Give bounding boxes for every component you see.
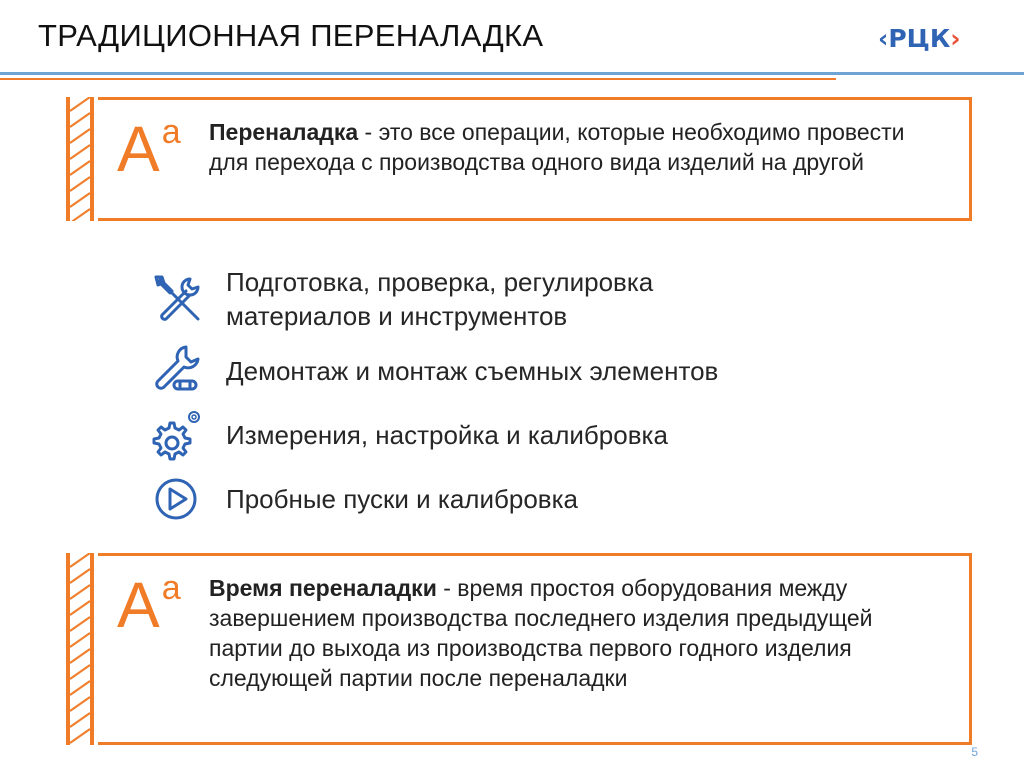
gears-icon bbox=[150, 407, 206, 463]
changeover-operations-list bbox=[150, 265, 786, 531]
wrench-screwdriver-icon bbox=[150, 271, 206, 327]
list-item bbox=[150, 403, 786, 467]
play-circle-icon bbox=[150, 471, 206, 527]
text-format-icon: Аа bbox=[117, 113, 181, 185]
definition-text bbox=[209, 573, 929, 693]
definition-body: - время простоя оборудования между завершением производства последнего изделия предыдущей партии до выхода из производства первого годного изделия следующей партии после переналадки bbox=[209, 575, 873, 691]
list-item-label: Пробные пуски и калибровка bbox=[226, 484, 579, 514]
definition-text bbox=[209, 117, 949, 177]
definition-term: Переналадка bbox=[209, 119, 359, 145]
text-format-icon: Аа bbox=[117, 569, 181, 641]
list-item-label: Измерения, настройка и калибровка bbox=[226, 420, 668, 450]
logo-right-bracket: › bbox=[950, 24, 961, 53]
page-number: 5 bbox=[971, 745, 978, 759]
brand-logo bbox=[878, 23, 998, 55]
definition-body: - это все операции, которые необходимо провести для перехода с производства одного вида изделий на другой bbox=[209, 119, 905, 175]
page-title: ТРАДИЦИОННАЯ ПЕРЕНАЛАДКА bbox=[38, 18, 544, 53]
logo-text: РЦК bbox=[888, 24, 951, 53]
definition-box-changeover bbox=[66, 97, 972, 221]
definition-box-changeover-time bbox=[66, 553, 972, 745]
wrench-bolt-icon bbox=[150, 343, 206, 399]
header-divider-orange bbox=[0, 78, 836, 80]
hatched-stripe bbox=[66, 97, 98, 221]
definition-term: Время переналадки bbox=[209, 575, 437, 601]
logo-left-bracket: ‹ bbox=[878, 24, 889, 53]
list-item bbox=[150, 339, 786, 403]
list-item bbox=[150, 467, 786, 531]
hatched-stripe bbox=[66, 553, 98, 745]
list-item bbox=[150, 265, 786, 333]
list-item-label: Подготовка, проверка, регулировка материалов и инструментов bbox=[226, 267, 654, 331]
list-item-label: Демонтаж и монтаж съемных элементов bbox=[226, 356, 719, 386]
header-divider-blue bbox=[0, 72, 1024, 75]
